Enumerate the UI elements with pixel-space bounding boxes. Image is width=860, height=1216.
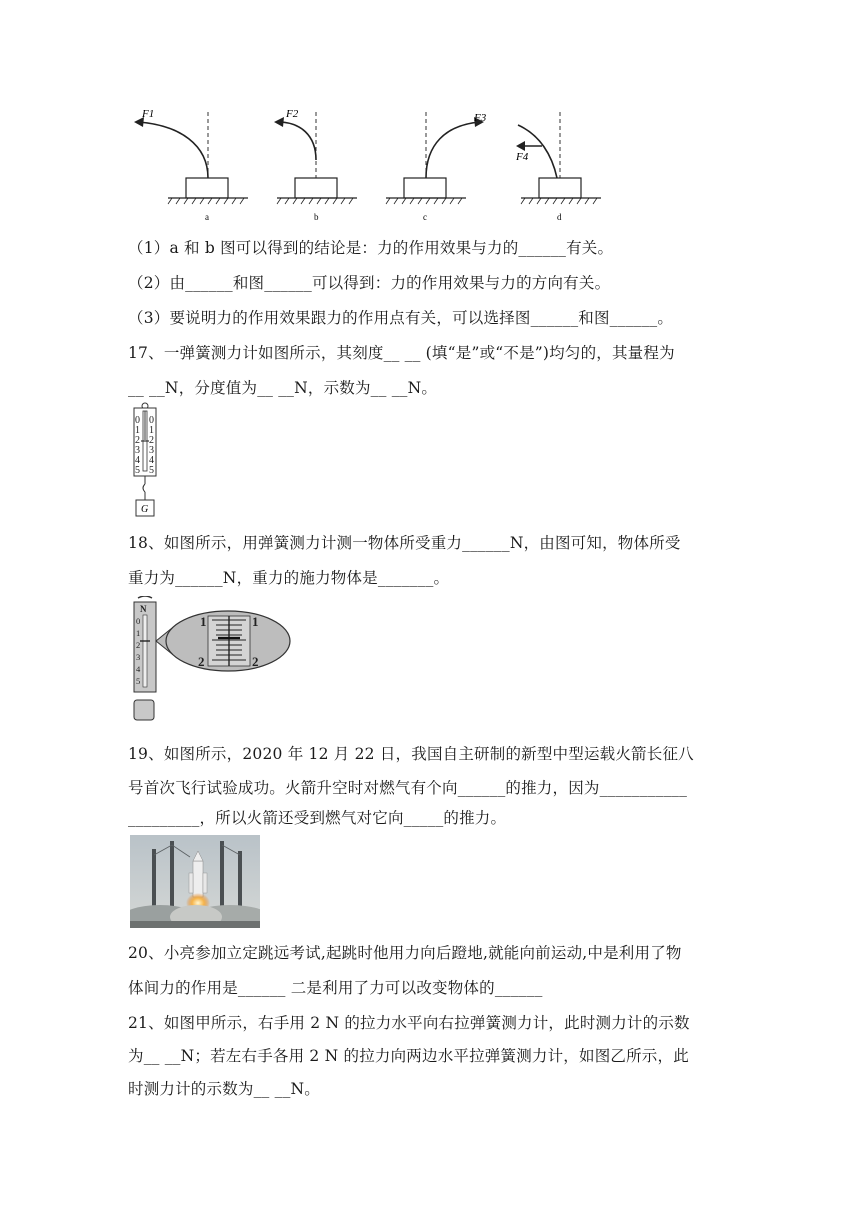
panel-c — [386, 112, 487, 222]
zoom-label-bottom-left: 2 — [198, 654, 205, 669]
q18-scale-1: 1 — [136, 628, 141, 638]
scale-left-5: 5 — [135, 465, 140, 476]
scale-left-1: 1 — [135, 425, 140, 436]
q19-line1: 19、如图所示，2020 年 12 月 22 日，我国自主研制的新型中型运载火箭长征八 — [128, 745, 694, 763]
force-label-f2: F2 — [286, 108, 299, 120]
force-label-f4: F4 — [516, 151, 529, 163]
q18-line2: 重力为______N，重力的施力物体是_______。 — [128, 569, 450, 587]
zoom-label-top-left: 1 — [200, 614, 207, 629]
q18-line1: 18、如图所示，用弹簧测力计测一物体所受重力______N，由图可知，物体所受 — [128, 534, 681, 552]
q16-part1: （1）a 和 b 图可以得到的结论是：力的作用效果与力的______有关。 — [128, 239, 614, 257]
q18-scale-0: 0 — [136, 616, 141, 626]
q18-scale-3: 3 — [136, 652, 141, 662]
q21-line2: 为__ __N；若左右手各用 2 N 的拉力向两边水平拉弹簧测力计，如图乙所示，此 — [128, 1047, 689, 1065]
q16-part2: （2）由______和图______可以得到：力的作用效果与力的方向有关。 — [128, 274, 611, 292]
q21-line3: 时测力计的示数为__ __N。 — [128, 1080, 320, 1098]
q16-part3: （3）要说明力的作用效果跟力的作用点有关，可以选择图______和图______。 — [128, 309, 674, 327]
scale-right-1: 1 — [149, 425, 154, 436]
q18-scale-2: 2 — [136, 640, 141, 650]
scale-left-3: 3 — [135, 445, 140, 456]
weight-label: G — [141, 504, 149, 515]
q17-line1: 17、一弹簧测力计如图所示，其刻度__ __ (填“是”或“不是”)均匀的，其量程为 — [128, 344, 675, 362]
scale-right-5: 5 — [149, 465, 154, 476]
panel-label-d: d — [557, 212, 562, 222]
scale-left-2: 2 — [135, 435, 140, 446]
q18-scale-4: 4 — [136, 664, 141, 674]
scale-right-2: 2 — [149, 435, 154, 446]
q18-scale-5: 5 — [136, 676, 141, 686]
scale-left-4: 4 — [135, 455, 140, 466]
q17-line2: __ __N，分度值为__ __N，示数为__ __N。 — [128, 379, 438, 397]
panel-label-a: a — [205, 212, 209, 222]
force-label-f1: F1 — [142, 108, 155, 120]
q20-line2: 体间力的作用是______ 二是利用了力可以改变物体的______ — [128, 979, 543, 997]
meter-unit-label: N — [140, 604, 147, 614]
panel-d — [515, 112, 601, 222]
q20-line1: 20、小亮参加立定跳远考试,起跳时他用力向后蹬地,就能向前运动,中是利用了物 — [128, 944, 682, 962]
scale-right-0: 0 — [149, 415, 154, 426]
panel-label-c: c — [423, 212, 427, 222]
q21-line1: 21、如图甲所示，右手用 2 N 的拉力水平向右拉弹簧测力计，此时测力计的示数 — [128, 1014, 690, 1032]
panel-a — [134, 108, 248, 222]
zoom-label-top-right: 1 — [252, 614, 259, 629]
force-diagram-figure — [120, 100, 620, 225]
panel-b — [274, 108, 357, 222]
q19-line2: 号首次飞行试验成功。火箭升空时对燃气有个向______的推力，因为___________ — [128, 779, 688, 797]
scale-left-0: 0 — [135, 415, 140, 426]
scale-right-4: 4 — [149, 455, 154, 466]
force-label-f3: F3 — [474, 112, 487, 124]
spring-scale-zoom-figure — [128, 596, 298, 724]
scale-right-3: 3 — [149, 445, 154, 456]
q19-line3: _________，所以火箭还受到燃气对它向_____的推力。 — [128, 809, 507, 827]
rocket-launch-photo — [130, 835, 260, 928]
zoom-label-bottom-right: 2 — [252, 654, 259, 669]
panel-label-b: b — [314, 212, 319, 222]
spring-scale-figure — [128, 400, 168, 520]
